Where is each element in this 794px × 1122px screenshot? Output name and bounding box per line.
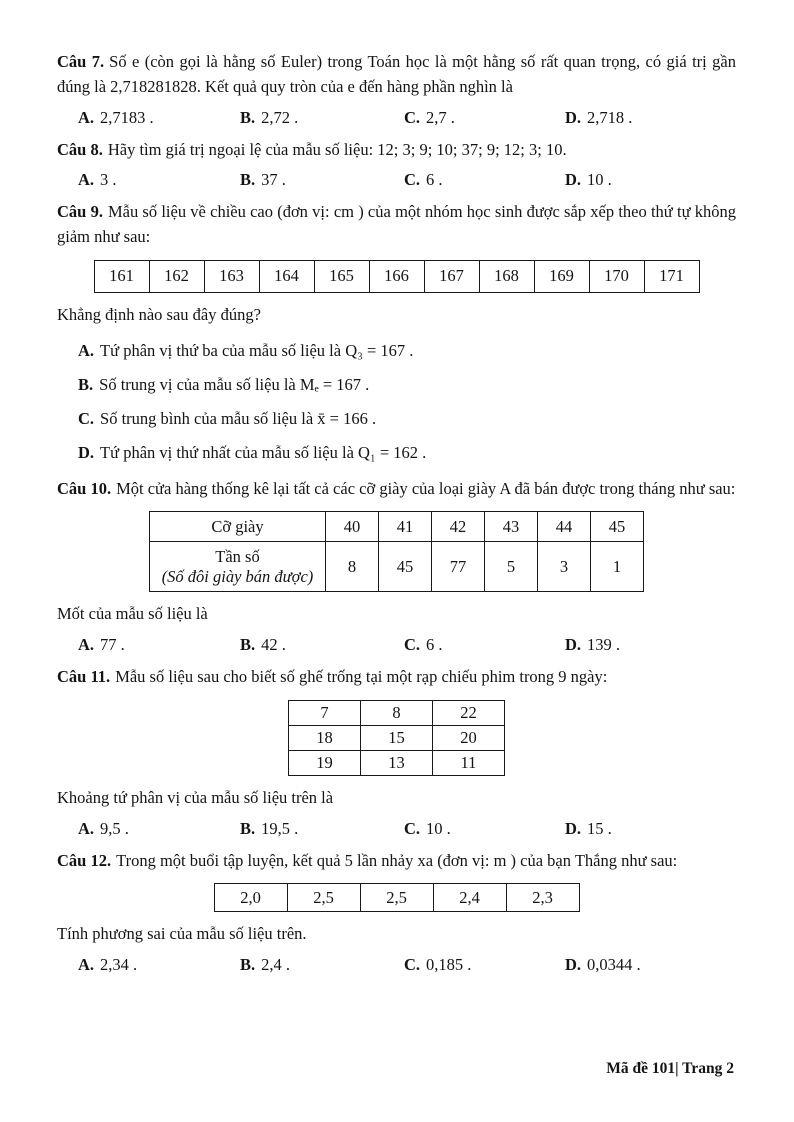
option-a-text: 2,34 .	[100, 955, 138, 975]
table-cell: 42	[432, 512, 485, 542]
options-row	[78, 819, 736, 839]
option-d-label: D.	[565, 955, 582, 975]
option-d-text: 139 .	[587, 635, 621, 655]
question-text	[57, 200, 736, 250]
shoe-size-frequency-table	[149, 511, 644, 592]
option-a-label: A.	[78, 955, 95, 975]
option-c	[78, 408, 736, 430]
table-cell: 164	[259, 260, 314, 292]
option-b-text: 2,72 .	[261, 107, 299, 127]
option-c	[404, 170, 565, 190]
option-a	[78, 819, 240, 839]
option-d-text: 2,718 .	[587, 107, 633, 127]
table-cell: 15	[361, 725, 433, 750]
option-c-text: 6 .	[426, 170, 443, 190]
option-a-label: A.	[78, 635, 95, 655]
table-cell: 44	[538, 512, 591, 542]
option-c	[404, 635, 565, 655]
options-row	[78, 108, 736, 128]
question-body: Số e (còn gọi là hằng số Euler) trong Toán học là một hằng số rất quan trọng, có giá trị gần đúng là 2,718281828. Kết quả quy tròn của e đến hàng phần nghìn là	[57, 52, 736, 96]
table-cell: 161	[94, 260, 149, 292]
option-d-label: D.	[565, 170, 582, 190]
option-d-text: 0,0344 .	[587, 955, 641, 975]
option-d	[565, 819, 736, 839]
option-d-label: D.	[78, 443, 95, 463]
table-cell: 41	[379, 512, 432, 542]
option-d	[565, 108, 736, 128]
table-cell: 45	[591, 512, 644, 542]
option-c	[404, 955, 565, 975]
option-b-label: B.	[240, 107, 256, 127]
question-label: Câu 10.	[57, 478, 112, 498]
option-c-label: C.	[404, 170, 421, 190]
question-text	[57, 50, 736, 100]
table-cell: 168	[479, 260, 534, 292]
option-a-text: Tứ phân vị thứ ba của mẫu số liệu là Q₃ = 167 .	[100, 340, 414, 360]
table-cell: 2,5	[287, 884, 360, 912]
question-label: Câu 8.	[57, 139, 103, 159]
question-prompt: Mốt của mẫu số liệu là	[57, 604, 208, 624]
table-cell: 20	[433, 725, 505, 750]
height-data-table	[94, 260, 700, 293]
options-stacked	[78, 340, 736, 465]
table-row	[214, 884, 579, 912]
question-9	[57, 200, 736, 464]
option-b-text: Số trung vị của mẫu số liệu là Mₑ = 167 .	[99, 374, 370, 394]
row-header	[150, 542, 326, 592]
question-11	[57, 665, 736, 839]
table-row	[289, 725, 505, 750]
question-body: Trong một buổi tập luyện, kết quả 5 lần nhảy xa (đơn vị: m ) của bạn Thắng như sau:	[116, 850, 678, 870]
option-a-text: 9,5 .	[100, 818, 129, 838]
option-d-label: D.	[565, 635, 582, 655]
option-b	[240, 170, 404, 190]
page-footer: Mã đề 101| Trang 2	[606, 1060, 734, 1077]
table-cell: 18	[289, 725, 361, 750]
option-d	[565, 635, 736, 655]
question-body: Hãy tìm giá trị ngoại lệ của mẫu số liệu: 12; 3; 9; 10; 37; 9; 12; 3; 10.	[107, 139, 567, 159]
option-b-label: B.	[240, 818, 256, 838]
option-c-label: C.	[78, 409, 95, 429]
table-row	[289, 750, 505, 775]
question-label: Câu 11.	[57, 667, 111, 687]
table-cell: 169	[534, 260, 589, 292]
table-cell: 3	[538, 542, 591, 592]
question-text	[57, 477, 736, 502]
table-cell: 2,5	[360, 884, 433, 912]
option-c-label: C.	[404, 635, 421, 655]
option-d-text: 10 .	[587, 170, 612, 190]
option-d-text: Tứ phân vị thứ nhất của mẫu số liệu là Q₁ = 162 .	[100, 443, 427, 463]
table-cell: 167	[424, 260, 479, 292]
option-b	[240, 108, 404, 128]
table-row	[150, 542, 644, 592]
option-b-label: B.	[240, 635, 256, 655]
option-c-text: 0,185 .	[426, 955, 472, 975]
option-c-label: C.	[404, 107, 421, 127]
table-cell: 77	[432, 542, 485, 592]
table-cell: 163	[204, 260, 259, 292]
option-b-text: 2,4 .	[261, 955, 291, 975]
table-cell: 7	[289, 700, 361, 725]
option-d	[565, 955, 736, 975]
table-cell: 8	[361, 700, 433, 725]
question-text	[57, 665, 736, 690]
option-a-text: 3 .	[100, 170, 117, 190]
option-c-text: Số trung bình của mẫu số liệu là x̄ = 166 .	[100, 409, 377, 429]
row-header-line2: (Số đôi giày bán được)	[161, 566, 314, 586]
option-c	[404, 819, 565, 839]
option-a-label: A.	[78, 170, 95, 190]
table-row	[150, 512, 644, 542]
table-cell: 40	[326, 512, 379, 542]
option-d-label: D.	[565, 107, 582, 127]
table-cell: 11	[433, 750, 505, 775]
table-cell: 1	[591, 542, 644, 592]
question-7	[57, 50, 736, 128]
question-text	[57, 849, 736, 874]
options-row	[78, 955, 736, 975]
table-cell: 2,0	[214, 884, 287, 912]
question-8	[57, 138, 736, 191]
option-b-label: B.	[78, 374, 94, 394]
option-a-label: A.	[78, 340, 95, 360]
option-b	[240, 635, 404, 655]
table-cell: 8	[326, 542, 379, 592]
question-body: Mẫu số liệu về chiều cao (đơn vị: cm ) của một nhóm học sinh được sắp xếp theo thứ tự không giảm như sau:	[57, 202, 736, 246]
question-prompt: Khẳng định nào sau đây đúng?	[57, 304, 261, 324]
option-b	[240, 955, 404, 975]
option-a-text: 2,7183 .	[100, 107, 154, 127]
option-a-label: A.	[78, 818, 95, 838]
table-cell: 2,4	[433, 884, 506, 912]
table-cell: 162	[149, 260, 204, 292]
row-header: Cỡ giày	[150, 512, 326, 542]
question-12	[57, 849, 736, 976]
option-b-text: 19,5 .	[261, 818, 299, 838]
table-cell: 19	[289, 750, 361, 775]
question-label: Câu 12.	[57, 850, 112, 870]
option-c-text: 2,7 .	[426, 107, 455, 127]
empty-seats-table	[288, 700, 505, 776]
row-header-line1: Tần số	[215, 546, 260, 566]
option-c-label: C.	[404, 818, 421, 838]
option-c	[404, 108, 565, 128]
option-d-label: D.	[565, 818, 582, 838]
table-cell: 166	[369, 260, 424, 292]
table-cell: 165	[314, 260, 369, 292]
question-body: Mẫu số liệu sau cho biết số ghế trống tại một rạp chiếu phim trong 9 ngày:	[115, 667, 608, 687]
option-c-text: 6 .	[426, 635, 443, 655]
option-a-label: A.	[78, 107, 95, 127]
option-b-label: B.	[240, 955, 256, 975]
option-a	[78, 635, 240, 655]
option-b-text: 42 .	[261, 635, 286, 655]
question-prompt: Tính phương sai của mẫu số liệu trên.	[57, 924, 307, 944]
table-cell: 45	[379, 542, 432, 592]
table-row	[94, 260, 699, 292]
table-cell: 22	[433, 700, 505, 725]
question-label: Câu 9.	[57, 202, 103, 222]
options-row	[78, 635, 736, 655]
question-prompt: Khoảng tứ phân vị của mẫu số liệu trên là	[57, 787, 334, 807]
option-b	[240, 819, 404, 839]
table-cell: 5	[485, 542, 538, 592]
table-row	[289, 700, 505, 725]
question-body: Một cửa hàng thống kê lại tất cả các cỡ giày của loại giày A đã bán được trong tháng như sau:	[116, 478, 736, 498]
question-10	[57, 477, 736, 656]
table-cell: 170	[589, 260, 644, 292]
option-a-text: 77 .	[100, 635, 125, 655]
option-a	[78, 108, 240, 128]
question-label: Câu 7.	[57, 52, 105, 71]
option-d	[565, 170, 736, 190]
option-b-text: 37 .	[261, 170, 286, 190]
option-c-label: C.	[404, 955, 421, 975]
long-jump-results-table	[214, 883, 580, 912]
options-row	[78, 170, 736, 190]
table-cell: 13	[361, 750, 433, 775]
table-cell: 43	[485, 512, 538, 542]
question-text	[57, 138, 736, 163]
option-a	[78, 955, 240, 975]
option-a	[78, 340, 736, 362]
option-d-text: 15 .	[587, 818, 612, 838]
table-cell: 2,3	[506, 884, 579, 912]
option-d	[78, 442, 736, 464]
option-a	[78, 170, 240, 190]
option-b-label: B.	[240, 170, 256, 190]
table-cell: 171	[644, 260, 699, 292]
option-c-text: 10 .	[426, 818, 451, 838]
option-b	[78, 374, 736, 396]
